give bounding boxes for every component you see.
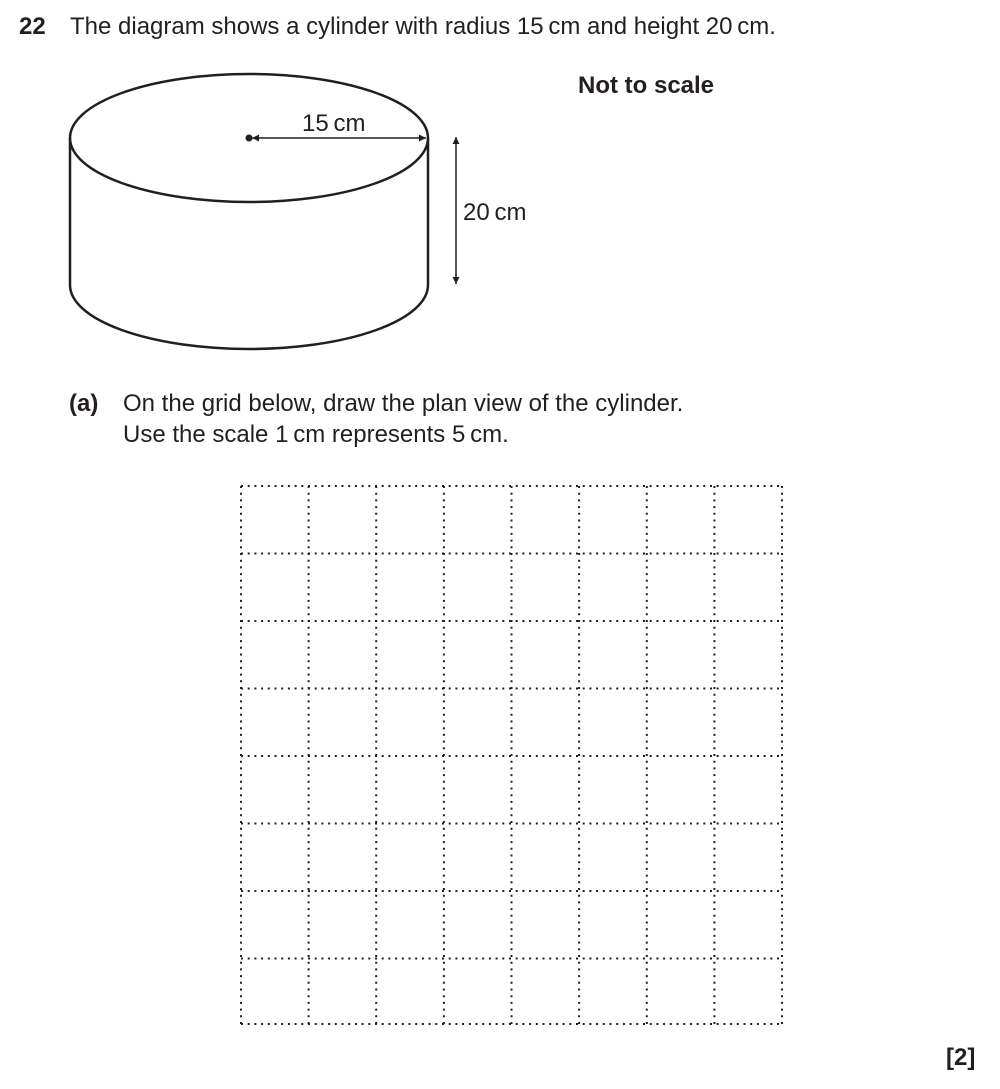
not-to-scale-note: Not to scale bbox=[578, 72, 715, 99]
part-a-instruction-1: On the grid below, draw the plan view of the cylinder. bbox=[123, 390, 684, 417]
question-text: The diagram shows a cylinder with radius 15 cm and height 20 cm. bbox=[70, 13, 776, 40]
dotted-grid[interactable] bbox=[241, 486, 782, 1024]
part-a-label: (a) bbox=[69, 390, 99, 417]
center-dot bbox=[246, 135, 253, 142]
question-number: 22 bbox=[19, 13, 46, 40]
cylinder-bottom-arc bbox=[70, 285, 428, 349]
marks-badge: [2] bbox=[946, 1044, 976, 1071]
radius-label: 15 cm bbox=[302, 110, 366, 137]
part-a-instruction-2: Use the scale 1 cm represents 5 cm. bbox=[123, 421, 509, 448]
height-label: 20 cm bbox=[463, 199, 527, 226]
